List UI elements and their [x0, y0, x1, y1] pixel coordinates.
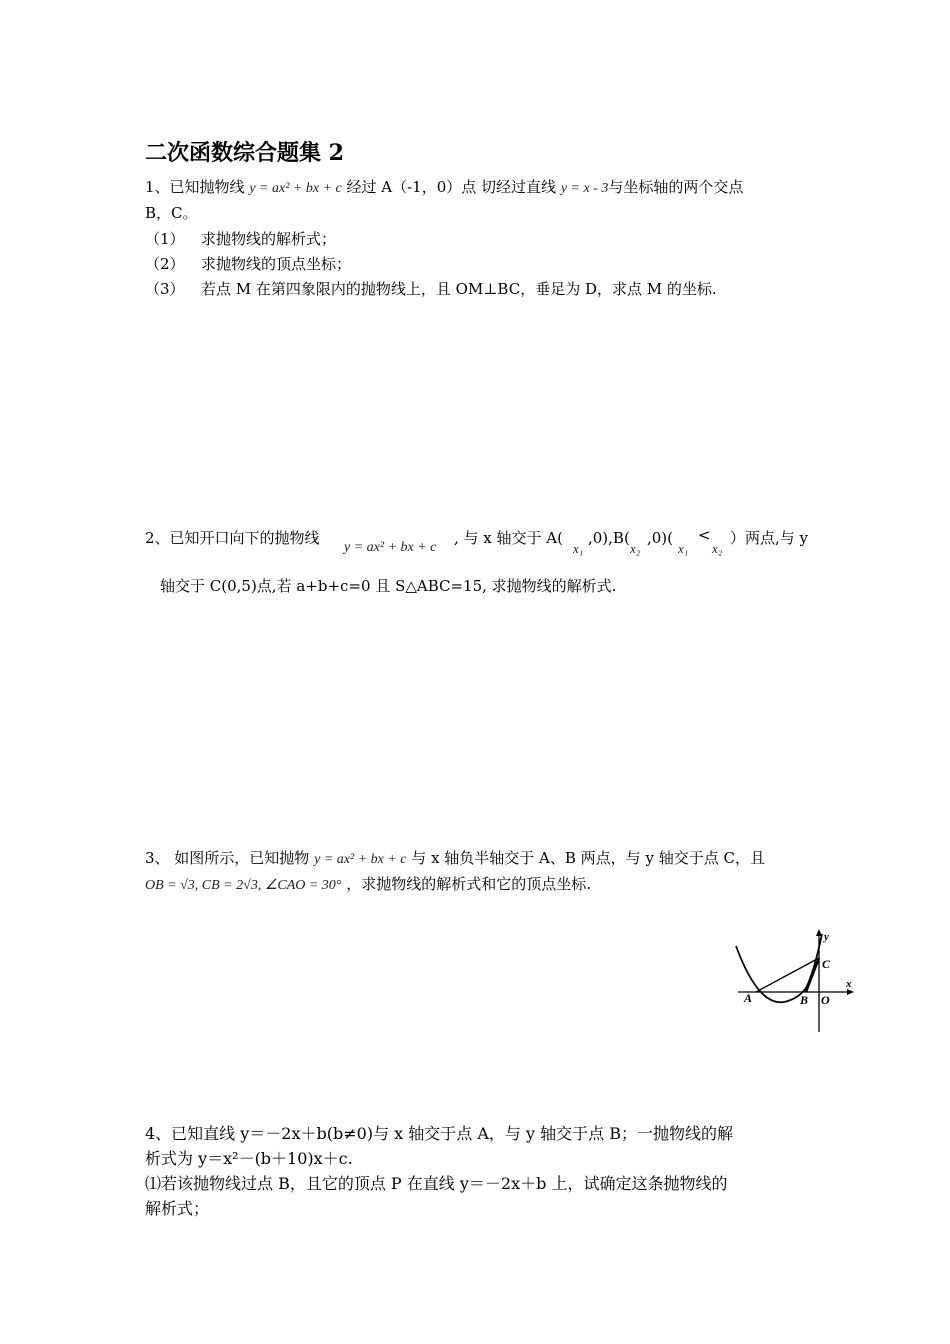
segment-bc	[806, 958, 819, 992]
q3-equation: y = ax² + bx + c	[314, 852, 407, 867]
q2-x1-c: x₁	[678, 541, 689, 556]
q2-x2-b: x₂	[630, 541, 641, 556]
label-y: y	[824, 931, 829, 943]
q3-text-1: 3、 如图所示，已知抛物	[145, 849, 310, 867]
q3-text-3: ，求抛物线的解析式和它的顶点坐标.	[346, 875, 591, 893]
q4-line-3: ⑴若该抛物线过点 B，且它的顶点 P 在直线 y＝－2x＋b 上，试确定这条抛物线的	[145, 1174, 728, 1193]
q2-less-than: <	[698, 526, 711, 544]
q1-part-3-number: （3）	[145, 280, 185, 298]
q4-line-4: 解析式；	[145, 1199, 210, 1218]
q1-line-equation: y = x - 3	[560, 181, 609, 196]
q2-x2-d: x₂	[712, 541, 723, 556]
q1-part-2-number: （2）	[145, 255, 185, 273]
q2-x1-a: x₁	[573, 541, 584, 556]
q3-condition: OB = √3, CB = 2√3, ∠CAO = 30°	[145, 878, 342, 893]
q3-line-2	[145, 873, 591, 897]
q1-part-1-text: 求抛物线的解析式；	[201, 230, 337, 248]
question-1-line-2: B，C。	[145, 204, 198, 222]
q2-equation: y = ax² + bx + c	[344, 540, 437, 555]
q3-parabola-figure	[728, 926, 858, 1036]
q2-text-2: , 与 x 轴交于 A(	[454, 529, 563, 547]
q2-text-1: 2、已知开口向下的抛物线	[145, 529, 320, 547]
q2-text-3: ,0),B(	[588, 529, 630, 547]
q3-line-1	[145, 847, 765, 871]
q1-text-2: 经过 A（-1，0）点 切经过直线	[346, 178, 557, 196]
q2-line-2: 轴交于 C(0,5)点,若 a+b+c=0 且 S△ABC=15, 求抛物线的解析式.	[160, 577, 617, 595]
q2-text-4: ,0)(	[647, 529, 674, 547]
q4-line-2: 析式为 y＝x²－(b＋10)x＋c.	[145, 1149, 353, 1168]
q4-line-1: 4、已知直线 y＝－2x＋b(b≠0)与 x 轴交于点 A，与 y 轴交于点 B；一抛物线的解	[145, 1124, 733, 1143]
segment-ac	[756, 958, 819, 992]
q1-equation: y = ax² + bx + c	[249, 181, 342, 196]
label-c: C	[822, 957, 831, 971]
label-b: B	[800, 993, 809, 1007]
q3-text-2: 与 x 轴负半轴交于 A、B 两点，与 y 轴交于点 C，且	[411, 849, 765, 867]
q1-part-1-number: （1）	[145, 230, 185, 248]
q1-part-1	[145, 228, 336, 250]
q1-part-3	[145, 278, 717, 300]
label-o: O	[821, 993, 830, 1007]
q1-part-3-text: 若点 M 在第四象限内的抛物线上，且 OM⊥BC，垂足为 D，求点 M 的坐标.	[201, 280, 717, 298]
page-title: 二次函数综合题集 2	[145, 140, 344, 166]
label-x: x	[846, 978, 852, 990]
q2-text-5: ）两点,与 y	[730, 529, 809, 547]
label-a: A	[744, 991, 753, 1005]
q1-text-1: 1、已知抛物线	[145, 178, 245, 196]
q1-part-2	[145, 253, 351, 275]
question-1-line-1	[145, 176, 743, 200]
q1-text-3: 与坐标轴的两个交点	[608, 178, 744, 196]
q1-part-2-text: 求抛物线的顶点坐标；	[201, 255, 352, 273]
